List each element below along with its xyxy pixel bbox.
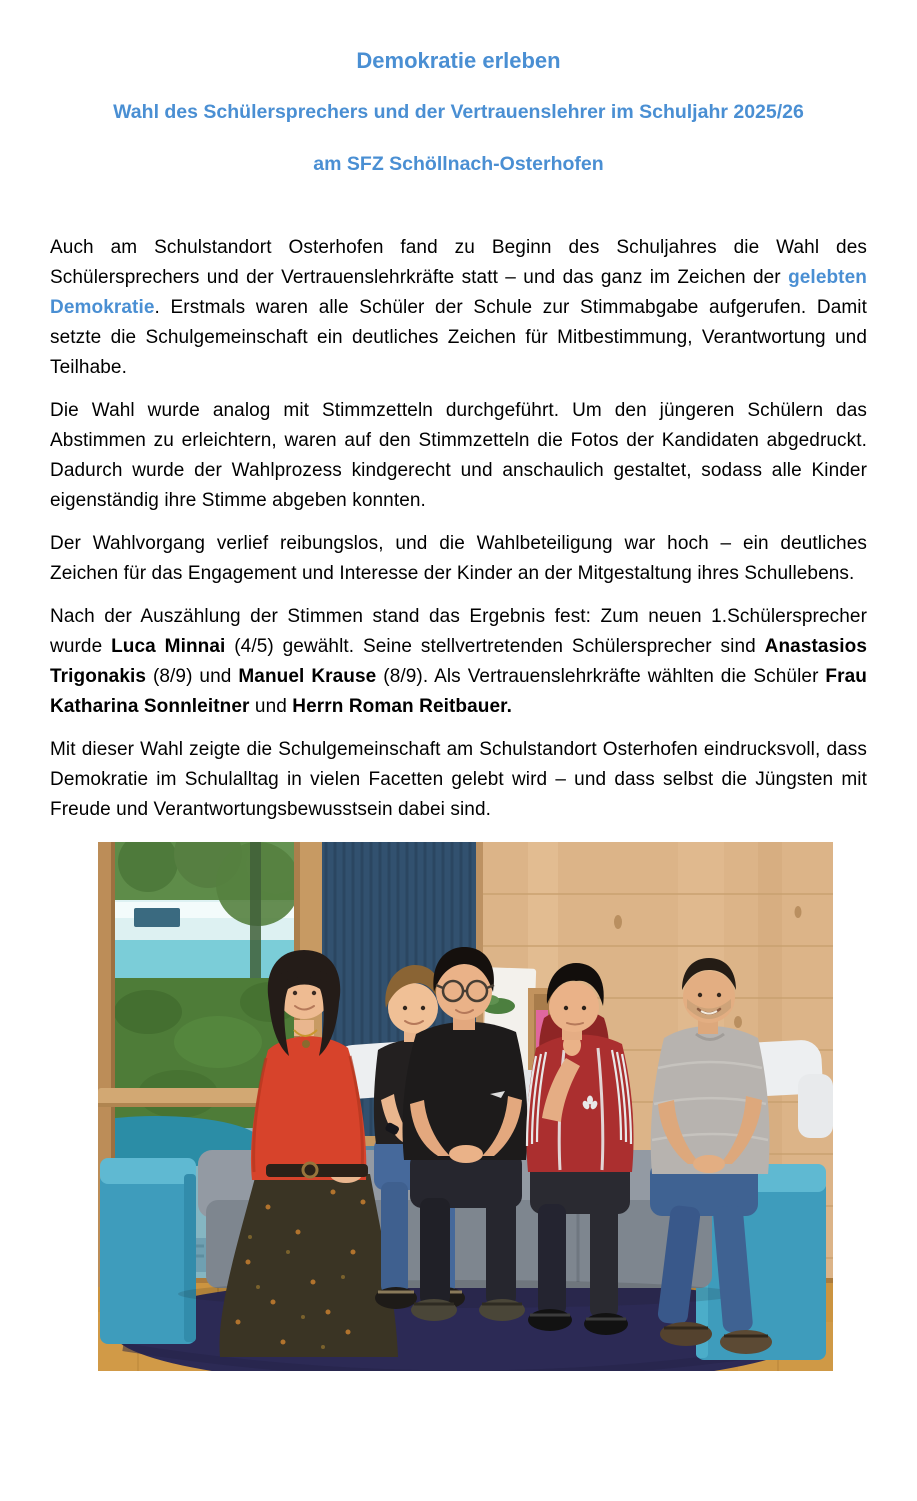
page-title: Demokratie erleben [356,48,561,73]
text-run: (8/9) und [146,666,239,687]
name-run: Anastasios Trigonakis [50,636,867,687]
name-run: Manuel Krause [238,666,377,687]
document-page [0,48,917,1501]
text-run: (8/9). Als Vertrauenslehrkräfte wählten die Schüler [376,666,826,687]
paragraph-1 [50,233,867,383]
name-run: Frau Katharina Sonnleitner [50,666,867,717]
name-run: Herrn Roman Reitbauer. [292,696,512,717]
text-run: Auch am Schulstandort Osterhofen fand zu Beginn des Schuljahres die Wahl des Schülersprechers und der Vertrauenslehrkräfte statt – und das ganz im Zeichen der [50,237,867,288]
text-run: (4/5) gewählt. Seine stellvertretenden Schülersprecher sind [225,636,765,657]
paragraph-4 [50,602,867,722]
photo-illustration [98,842,833,1371]
article-body [50,233,867,825]
text-run: und [249,696,293,717]
text-run: Die Wahl wurde analog mit Stimmzetteln durchgeführt. Um den jüngeren Schülern das Abstimmen zu erleichtern, waren auf den Stimmzetteln die Fotos der Kandidaten abgedruckt. Dadurch wurde der Wahlprozess kindgerecht und anschaulich gestaltet, sodass alle Kinder eigenständig ihre Stimme abgeben konnten. [50,400,867,511]
highlight-run: gelebten Demokratie [50,267,867,318]
name-run: Luca Minnai [111,636,226,657]
paragraph-2 [50,396,867,516]
page-subtitle-1: Wahl des Schülersprechers und der Vertrauenslehrer im Schuljahr 2025/26 [113,101,804,123]
document-content [0,48,917,1371]
text-run: . Erstmals waren alle Schüler der Schule zur Stimmabgabe aufgerufen. Damit setzte die Schulgemeinschaft ein deutliches Zeichen für Mitbestimmung, Verantwortung und Teilhabe. [50,297,867,378]
page-subtitle-2: am SFZ Schöllnach-Osterhofen [313,153,604,175]
paragraph-3 [50,529,867,589]
ottoman-left [100,1158,196,1344]
article-photo [98,842,833,1371]
text-run: Nach der Auszählung der Stimmen stand das Ergebnis fest: Zum neuen 1.Schülersprecher wurde [50,606,867,657]
paragraph-5 [50,735,867,825]
text-run: Mit dieser Wahl zeigte die Schulgemeinschaft am Schulstandort Osterhofen eindrucksvoll, dass Demokratie im Schulalltag in vielen Facetten gelebt wird – und dass selbst die Jüngsten mit Freude und Verantwortungsbewusstsein dabei sind. [50,739,867,820]
text-run: Der Wahlvorgang verlief reibungslos, und die Wahlbeteiligung war hoch – ein deutliches Zeichen für das Engagement und Interesse der Kinder an der Mitgestaltung ihres Schullebens. [50,533,867,584]
